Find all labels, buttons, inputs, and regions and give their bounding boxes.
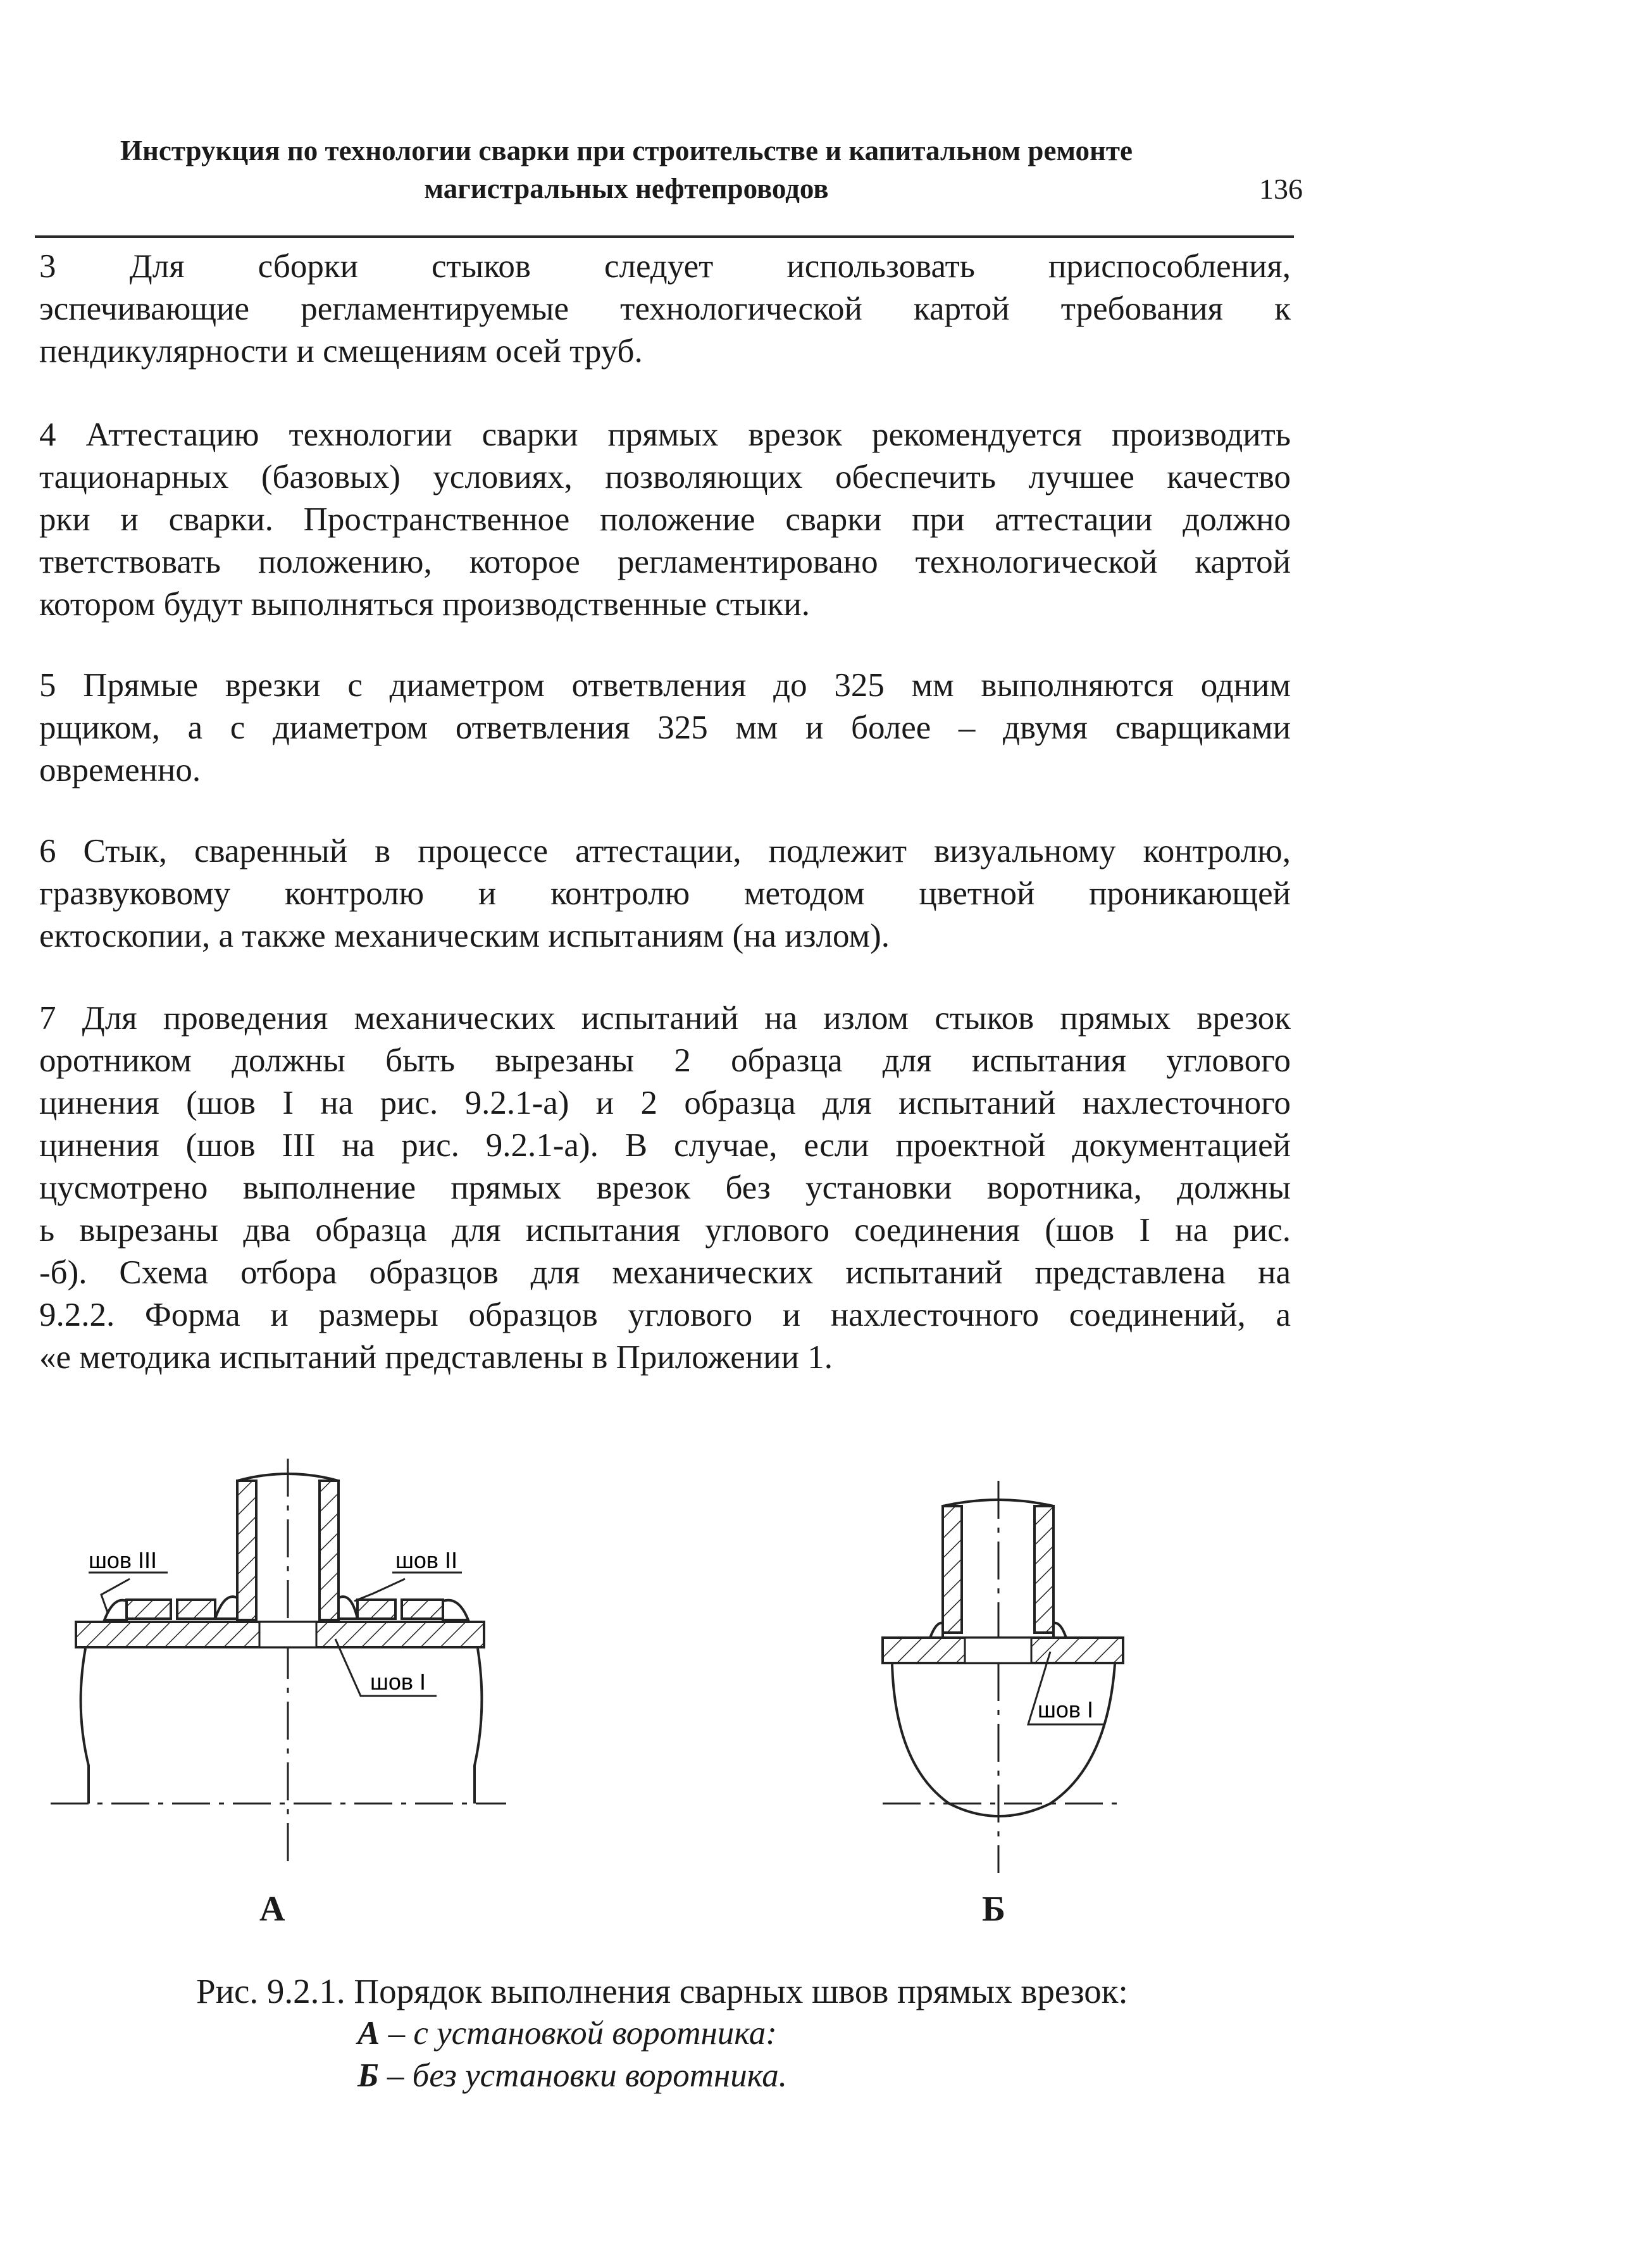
legend-text-a: – с установкой воротника: (380, 2015, 777, 2052)
paragraph-line: 7 Для проведения механических испытаний на излом стыков прямых врезок (39, 1000, 1291, 1037)
figure-legend-b (357, 2057, 787, 2095)
paragraph-7 (39, 997, 1291, 1379)
paragraph-line: 4 Аттестацию технологии сварки прямых врезок рекомендуется производить (39, 416, 1291, 453)
page-number: 136 (1259, 173, 1303, 205)
paragraph-line: рки и сварки. Пространственное положение сварки при аттестации должно (39, 501, 1291, 538)
paragraph-line: ь вырезаны два образца для испытания углового соединения (шов I на рис. (39, 1212, 1291, 1249)
diagram-a-collar-segment (177, 1600, 215, 1619)
diagram-a-branch-wall-right (320, 1481, 339, 1620)
diagram-b-weld-bead (930, 1623, 943, 1638)
paragraph-line: котором будут выполняться производственные стыки. (39, 586, 811, 623)
paragraph-line: рщиком, а с диаметром ответвления 325 мм и более – двумя сварщиками (39, 709, 1291, 746)
diagram-a-with-collar (51, 1459, 506, 1867)
diagram-a-pipe-body-right (475, 1648, 481, 1804)
diagram-a-leader-seam-ii (354, 1579, 405, 1601)
figure-legend-a (357, 2014, 777, 2052)
diagram-a-weld-bead (215, 1597, 237, 1619)
diagram-b-without-collar (883, 1481, 1123, 1873)
legend-key-b: Б (357, 2057, 379, 2094)
weld-diagram-figure (0, 1443, 1640, 1936)
diagram-a-weld-bead (443, 1600, 468, 1620)
paragraph-line: пендикулярности и смещениям осей труб. (39, 333, 643, 370)
diagram-b-weld-bead (1053, 1623, 1066, 1638)
paragraph-line: овременно. (39, 752, 201, 788)
paragraph-line: 9.2.2. Форма и размеры образцов углового и нахлесточного соединений, а (39, 1297, 1291, 1333)
diagram-a-pipe-body-left (81, 1648, 89, 1804)
paragraph-line: оротником должны быть вырезаны 2 образца для испытания углового (39, 1042, 1291, 1079)
figure-label-a: А (259, 1890, 285, 1929)
diagram-b-branch-wall-right (1034, 1506, 1053, 1633)
figure-label-b: Б (982, 1890, 1006, 1929)
diagram-b-branch-opening (965, 1638, 1031, 1663)
paragraph-line: «е методика испытаний представлены в Приложении 1. (39, 1339, 833, 1376)
paragraph-6 (39, 830, 1291, 957)
diagram-b-pipe-body (892, 1664, 1115, 1816)
document-header-title-line1: Инструкция по технологии сварки при строительстве и капитальном ремонте (120, 135, 1133, 166)
label-seam-ii: шов II (395, 1547, 458, 1573)
diagram-a-branch-wall-left (237, 1481, 256, 1620)
legend-text-b: – без установки воротника. (378, 2057, 787, 2094)
diagram-b-branch-wall-left (943, 1506, 962, 1633)
diagram-a-collar-segment (357, 1600, 395, 1619)
label-seam-iii: шов III (89, 1547, 158, 1573)
figure-caption: Рис. 9.2.1. Порядок выполнения сварных швов прямых врезок: (196, 1972, 1128, 2010)
header-divider (35, 235, 1294, 238)
diagram-a-collar-segment (127, 1600, 171, 1619)
diagram-a-branch-opening (259, 1622, 316, 1647)
paragraph-line: эспечивающие регламентируемые технологической картой требования к (39, 290, 1291, 327)
paragraph-3 (39, 246, 1291, 373)
paragraph-line: -б). Схема отбора образцов для механических испытаний представлена на (39, 1254, 1291, 1291)
legend-key-a: А (357, 2015, 380, 2052)
diagram-a-collar-segment (402, 1600, 443, 1619)
paragraph-line: 6 Стык, сваренный в процессе аттестации, подлежит визуальному контролю, (39, 833, 1291, 869)
paragraph-line: 3 Для сборки стыков следует использовать приспособления, (39, 248, 1291, 285)
paragraph-line: цинения (шов I на рис. 9.2.1-а) и 2 образца для испытаний нахлесточного (39, 1085, 1291, 1121)
paragraph-line: ектоскопии, а также механическим испытаниям (на излом). (39, 918, 890, 954)
paragraph-line: цусмотрено выполнение прямых врезок без установки воротника, должны (39, 1169, 1291, 1206)
paragraph-5 (39, 664, 1291, 792)
document-header-title-line2: магистральных нефтепроводов (424, 173, 829, 204)
paragraph-line: 5 Прямые врезки с диаметром ответвления до 325 мм выполняются одним (39, 667, 1291, 704)
paragraph-line: гразвуковому контролю и контролю методом цветной проникающей (39, 875, 1291, 912)
label-seam-i-a: шов I (370, 1669, 426, 1695)
paragraph-4 (39, 414, 1291, 626)
paragraph-line: цинения (шов III на рис. 9.2.1-а). В случае, если проектной документацией (39, 1127, 1291, 1164)
paragraph-line: тационарных (базовых) условиях, позволяющих обеспечить лучшее качество (39, 459, 1291, 495)
label-seam-i-b: шов I (1038, 1697, 1094, 1723)
paragraph-line: тветствовать положению, которое регламентировано технологической картой (39, 544, 1291, 580)
